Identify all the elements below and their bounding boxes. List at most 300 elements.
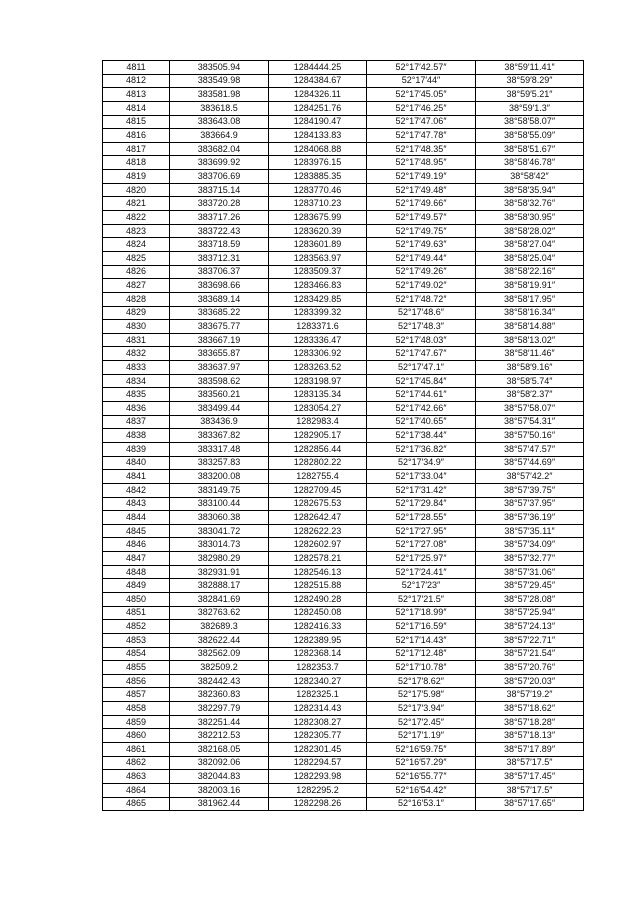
table-row xyxy=(103,101,584,115)
y-coordinate-cell: 1282515.88 xyxy=(269,579,367,593)
table-row xyxy=(103,183,584,197)
y-coordinate-cell: 1283135.34 xyxy=(269,388,367,402)
latitude-cell: 52°17′38.44″ xyxy=(367,429,476,443)
table-row xyxy=(103,265,584,279)
latitude-cell: 52°17′34.9″ xyxy=(367,456,476,470)
table-row xyxy=(103,306,584,320)
x-coordinate-cell: 383699.92 xyxy=(170,156,269,170)
latitude-cell: 52°17′23″ xyxy=(367,579,476,593)
y-coordinate-cell: 1282578.21 xyxy=(269,552,367,566)
point-number-cell: 4827 xyxy=(103,279,170,293)
point-number-cell: 4842 xyxy=(103,483,170,497)
y-coordinate-cell: 1282389.95 xyxy=(269,633,367,647)
table-row xyxy=(103,688,584,702)
y-coordinate-cell: 1283710.23 xyxy=(269,197,367,211)
table-row xyxy=(103,565,584,579)
x-coordinate-cell: 383436.9 xyxy=(170,415,269,429)
latitude-cell: 52°16′59.75″ xyxy=(367,743,476,757)
longitude-cell: 38°57′39.75″ xyxy=(476,483,584,497)
y-coordinate-cell: 1282340.27 xyxy=(269,674,367,688)
longitude-cell: 38°58′17.95″ xyxy=(476,292,584,306)
y-coordinate-cell: 1282802.22 xyxy=(269,456,367,470)
table-row xyxy=(103,388,584,402)
x-coordinate-cell: 382562.09 xyxy=(170,647,269,661)
longitude-cell: 38°57′36.19″ xyxy=(476,511,584,525)
longitude-cell: 38°58′30.95″ xyxy=(476,211,584,225)
longitude-cell: 38°58′25.04″ xyxy=(476,251,584,265)
point-number-cell: 4833 xyxy=(103,361,170,375)
x-coordinate-cell: 381962.44 xyxy=(170,797,269,811)
table-row xyxy=(103,538,584,552)
latitude-cell: 52°17′45.05″ xyxy=(367,88,476,102)
table-row xyxy=(103,415,584,429)
latitude-cell: 52°17′24.41″ xyxy=(367,565,476,579)
table-row xyxy=(103,552,584,566)
x-coordinate-cell: 383643.08 xyxy=(170,115,269,129)
longitude-cell: 38°57′19.2″ xyxy=(476,688,584,702)
y-coordinate-cell: 1283770.46 xyxy=(269,183,367,197)
latitude-cell: 52°16′54.42″ xyxy=(367,783,476,797)
x-coordinate-cell: 382442.43 xyxy=(170,674,269,688)
point-number-cell: 4841 xyxy=(103,470,170,484)
longitude-cell: 38°59′1.3″ xyxy=(476,101,584,115)
table-row xyxy=(103,61,584,75)
latitude-cell: 52°17′29.84″ xyxy=(367,497,476,511)
longitude-cell: 38°57′17.65″ xyxy=(476,797,584,811)
latitude-cell: 52°17′49.44″ xyxy=(367,251,476,265)
point-number-cell: 4854 xyxy=(103,647,170,661)
x-coordinate-cell: 382003.16 xyxy=(170,783,269,797)
table-row xyxy=(103,470,584,484)
point-number-cell: 4847 xyxy=(103,552,170,566)
x-coordinate-cell: 382763.62 xyxy=(170,606,269,620)
point-number-cell: 4818 xyxy=(103,156,170,170)
table-row xyxy=(103,770,584,784)
point-number-cell: 4831 xyxy=(103,333,170,347)
y-coordinate-cell: 1282642.47 xyxy=(269,511,367,525)
x-coordinate-cell: 382212.53 xyxy=(170,729,269,743)
table-row xyxy=(103,361,584,375)
y-coordinate-cell: 1282308.27 xyxy=(269,715,367,729)
point-number-cell: 4863 xyxy=(103,770,170,784)
x-coordinate-cell: 382980.29 xyxy=(170,552,269,566)
longitude-cell: 38°57′17.5″ xyxy=(476,756,584,770)
x-coordinate-cell: 383257.83 xyxy=(170,456,269,470)
longitude-cell: 38°57′17.5″ xyxy=(476,783,584,797)
longitude-cell: 38°57′18.13″ xyxy=(476,729,584,743)
table-row xyxy=(103,320,584,334)
longitude-cell: 38°58′28.02″ xyxy=(476,224,584,238)
table-row xyxy=(103,579,584,593)
point-number-cell: 4814 xyxy=(103,101,170,115)
table-row xyxy=(103,715,584,729)
latitude-cell: 52°17′31.42″ xyxy=(367,483,476,497)
x-coordinate-cell: 383698.66 xyxy=(170,279,269,293)
point-number-cell: 4861 xyxy=(103,743,170,757)
point-number-cell: 4837 xyxy=(103,415,170,429)
longitude-cell: 38°58′58.07″ xyxy=(476,115,584,129)
latitude-cell: 52°17′1.19″ xyxy=(367,729,476,743)
point-number-cell: 4817 xyxy=(103,142,170,156)
x-coordinate-cell: 383720.28 xyxy=(170,197,269,211)
y-coordinate-cell: 1282905.17 xyxy=(269,429,367,443)
table-row xyxy=(103,374,584,388)
y-coordinate-cell: 1283371.6 xyxy=(269,320,367,334)
x-coordinate-cell: 383598.62 xyxy=(170,374,269,388)
longitude-cell: 38°57′29.45″ xyxy=(476,579,584,593)
x-coordinate-cell: 383712.31 xyxy=(170,251,269,265)
latitude-cell: 52°16′55.77″ xyxy=(367,770,476,784)
x-coordinate-cell: 383041.72 xyxy=(170,524,269,538)
y-coordinate-cell: 1283466.83 xyxy=(269,279,367,293)
point-number-cell: 4852 xyxy=(103,620,170,634)
latitude-cell: 52°17′49.75″ xyxy=(367,224,476,238)
x-coordinate-cell: 383685.22 xyxy=(170,306,269,320)
table-row xyxy=(103,511,584,525)
y-coordinate-cell: 1282709.45 xyxy=(269,483,367,497)
x-coordinate-cell: 383682.04 xyxy=(170,142,269,156)
x-coordinate-cell: 383637.97 xyxy=(170,361,269,375)
latitude-cell: 52°17′49.66″ xyxy=(367,197,476,211)
longitude-cell: 38°57′17.89″ xyxy=(476,743,584,757)
latitude-cell: 52°17′28.55″ xyxy=(367,511,476,525)
longitude-cell: 38°57′54.31″ xyxy=(476,415,584,429)
y-coordinate-cell: 1284068.88 xyxy=(269,142,367,156)
point-number-cell: 4848 xyxy=(103,565,170,579)
table-row xyxy=(103,647,584,661)
point-number-cell: 4829 xyxy=(103,306,170,320)
point-number-cell: 4839 xyxy=(103,442,170,456)
longitude-cell: 38°58′13.02″ xyxy=(476,333,584,347)
y-coordinate-cell: 1284326.11 xyxy=(269,88,367,102)
x-coordinate-cell: 383014.73 xyxy=(170,538,269,552)
latitude-cell: 52°17′47.78″ xyxy=(367,129,476,143)
longitude-cell: 38°58′46.78″ xyxy=(476,156,584,170)
y-coordinate-cell: 1282301.45 xyxy=(269,743,367,757)
y-coordinate-cell: 1282450.08 xyxy=(269,606,367,620)
x-coordinate-cell: 382841.69 xyxy=(170,592,269,606)
latitude-cell: 52°17′48.72″ xyxy=(367,292,476,306)
point-number-cell: 4858 xyxy=(103,702,170,716)
x-coordinate-cell: 383675.77 xyxy=(170,320,269,334)
y-coordinate-cell: 1283399.32 xyxy=(269,306,367,320)
table-row xyxy=(103,729,584,743)
longitude-cell: 38°57′58.07″ xyxy=(476,402,584,416)
x-coordinate-cell: 382092.06 xyxy=(170,756,269,770)
point-number-cell: 4850 xyxy=(103,592,170,606)
latitude-cell: 52°17′48.3″ xyxy=(367,320,476,334)
point-number-cell: 4822 xyxy=(103,211,170,225)
longitude-cell: 38°58′2.37″ xyxy=(476,388,584,402)
table-row xyxy=(103,633,584,647)
x-coordinate-cell: 383581.98 xyxy=(170,88,269,102)
x-coordinate-cell: 383722.43 xyxy=(170,224,269,238)
longitude-cell: 38°57′18.28″ xyxy=(476,715,584,729)
longitude-cell: 38°58′19.91″ xyxy=(476,279,584,293)
y-coordinate-cell: 1283601.89 xyxy=(269,238,367,252)
y-coordinate-cell: 1283620.39 xyxy=(269,224,367,238)
latitude-cell: 52°17′5.98″ xyxy=(367,688,476,702)
point-number-cell: 4813 xyxy=(103,88,170,102)
y-coordinate-cell: 1282305.77 xyxy=(269,729,367,743)
longitude-cell: 38°57′47.57″ xyxy=(476,442,584,456)
x-coordinate-cell: 383560.21 xyxy=(170,388,269,402)
table-row xyxy=(103,756,584,770)
point-number-cell: 4815 xyxy=(103,115,170,129)
x-coordinate-cell: 383667.19 xyxy=(170,333,269,347)
table-row xyxy=(103,606,584,620)
longitude-cell: 38°58′55.09″ xyxy=(476,129,584,143)
longitude-cell: 38°59′11.41″ xyxy=(476,61,584,75)
point-number-cell: 4862 xyxy=(103,756,170,770)
point-number-cell: 4834 xyxy=(103,374,170,388)
y-coordinate-cell: 1282675.53 xyxy=(269,497,367,511)
x-coordinate-cell: 383655.87 xyxy=(170,347,269,361)
x-coordinate-cell: 382888.17 xyxy=(170,579,269,593)
longitude-cell: 38°57′44.69″ xyxy=(476,456,584,470)
y-coordinate-cell: 1282416.33 xyxy=(269,620,367,634)
point-number-cell: 4835 xyxy=(103,388,170,402)
latitude-cell: 52°17′44″ xyxy=(367,74,476,88)
table-row xyxy=(103,429,584,443)
x-coordinate-cell: 382622.44 xyxy=(170,633,269,647)
latitude-cell: 52°17′49.02″ xyxy=(367,279,476,293)
latitude-cell: 52°17′49.48″ xyxy=(367,183,476,197)
point-number-cell: 4844 xyxy=(103,511,170,525)
point-number-cell: 4828 xyxy=(103,292,170,306)
y-coordinate-cell: 1282295.2 xyxy=(269,783,367,797)
latitude-cell: 52°17′25.97″ xyxy=(367,552,476,566)
point-number-cell: 4865 xyxy=(103,797,170,811)
longitude-cell: 38°59′5.21″ xyxy=(476,88,584,102)
point-number-cell: 4840 xyxy=(103,456,170,470)
table-row xyxy=(103,115,584,129)
latitude-cell: 52°17′18.99″ xyxy=(367,606,476,620)
point-number-cell: 4824 xyxy=(103,238,170,252)
y-coordinate-cell: 1284444.25 xyxy=(269,61,367,75)
longitude-cell: 38°57′20.03″ xyxy=(476,674,584,688)
longitude-cell: 38°57′20.76″ xyxy=(476,661,584,675)
point-number-cell: 4821 xyxy=(103,197,170,211)
longitude-cell: 38°58′14.88″ xyxy=(476,320,584,334)
table-row xyxy=(103,211,584,225)
point-number-cell: 4830 xyxy=(103,320,170,334)
x-coordinate-cell: 383317.48 xyxy=(170,442,269,456)
y-coordinate-cell: 1283263.52 xyxy=(269,361,367,375)
latitude-cell: 52°17′3.94″ xyxy=(367,702,476,716)
table-row xyxy=(103,333,584,347)
y-coordinate-cell: 1282602.97 xyxy=(269,538,367,552)
x-coordinate-cell: 383664.9 xyxy=(170,129,269,143)
y-coordinate-cell: 1284384.67 xyxy=(269,74,367,88)
latitude-cell: 52°17′45.84″ xyxy=(367,374,476,388)
x-coordinate-cell: 383499.44 xyxy=(170,402,269,416)
longitude-cell: 38°57′24.13″ xyxy=(476,620,584,634)
x-coordinate-cell: 383706.37 xyxy=(170,265,269,279)
y-coordinate-cell: 1284251.76 xyxy=(269,101,367,115)
table-row xyxy=(103,197,584,211)
latitude-cell: 52°17′10.78″ xyxy=(367,661,476,675)
latitude-cell: 52°17′27.08″ xyxy=(367,538,476,552)
y-coordinate-cell: 1282856.44 xyxy=(269,442,367,456)
latitude-cell: 52°17′49.19″ xyxy=(367,170,476,184)
latitude-cell: 52°16′57.29″ xyxy=(367,756,476,770)
y-coordinate-cell: 1282293.98 xyxy=(269,770,367,784)
table-row xyxy=(103,279,584,293)
point-number-cell: 4857 xyxy=(103,688,170,702)
y-coordinate-cell: 1282314.43 xyxy=(269,702,367,716)
latitude-cell: 52°17′12.48″ xyxy=(367,647,476,661)
longitude-cell: 38°57′42.2″ xyxy=(476,470,584,484)
latitude-cell: 52°17′48.6″ xyxy=(367,306,476,320)
longitude-cell: 38°57′35.11″ xyxy=(476,524,584,538)
longitude-cell: 38°58′5.74″ xyxy=(476,374,584,388)
x-coordinate-cell: 383689.14 xyxy=(170,292,269,306)
point-number-cell: 4864 xyxy=(103,783,170,797)
y-coordinate-cell: 1282325.1 xyxy=(269,688,367,702)
table-row xyxy=(103,783,584,797)
table-row xyxy=(103,592,584,606)
y-coordinate-cell: 1283336.47 xyxy=(269,333,367,347)
table-row xyxy=(103,251,584,265)
point-number-cell: 4849 xyxy=(103,579,170,593)
y-coordinate-cell: 1282490.28 xyxy=(269,592,367,606)
y-coordinate-cell: 1282298.26 xyxy=(269,797,367,811)
table-row xyxy=(103,156,584,170)
x-coordinate-cell: 383618.5 xyxy=(170,101,269,115)
point-number-cell: 4856 xyxy=(103,674,170,688)
longitude-cell: 38°57′34.09″ xyxy=(476,538,584,552)
latitude-cell: 52°17′33.04″ xyxy=(367,470,476,484)
point-number-cell: 4860 xyxy=(103,729,170,743)
y-coordinate-cell: 1283563.97 xyxy=(269,251,367,265)
table-row xyxy=(103,620,584,634)
table-row xyxy=(103,797,584,811)
latitude-cell: 52°17′48.35″ xyxy=(367,142,476,156)
table-row xyxy=(103,224,584,238)
point-number-cell: 4819 xyxy=(103,170,170,184)
x-coordinate-cell: 383549.98 xyxy=(170,74,269,88)
table-row xyxy=(103,170,584,184)
longitude-cell: 38°57′18.62″ xyxy=(476,702,584,716)
longitude-cell: 38°58′9.16″ xyxy=(476,361,584,375)
y-coordinate-cell: 1283509.37 xyxy=(269,265,367,279)
latitude-cell: 52°17′48.03″ xyxy=(367,333,476,347)
y-coordinate-cell: 1283885.35 xyxy=(269,170,367,184)
latitude-cell: 52°17′46.25″ xyxy=(367,101,476,115)
x-coordinate-cell: 383706.69 xyxy=(170,170,269,184)
longitude-cell: 38°57′31.06″ xyxy=(476,565,584,579)
longitude-cell: 38°58′35.94″ xyxy=(476,183,584,197)
y-coordinate-cell: 1283054.27 xyxy=(269,402,367,416)
point-number-cell: 4855 xyxy=(103,661,170,675)
table-row xyxy=(103,702,584,716)
longitude-cell: 38°57′50.16″ xyxy=(476,429,584,443)
longitude-cell: 38°57′22.71″ xyxy=(476,633,584,647)
point-number-cell: 4825 xyxy=(103,251,170,265)
point-number-cell: 4816 xyxy=(103,129,170,143)
latitude-cell: 52°16′53.1″ xyxy=(367,797,476,811)
latitude-cell: 52°17′42.57″ xyxy=(367,61,476,75)
table-row xyxy=(103,74,584,88)
point-number-cell: 4851 xyxy=(103,606,170,620)
table-row xyxy=(103,292,584,306)
x-coordinate-cell: 382168.05 xyxy=(170,743,269,757)
coordinate-table-body xyxy=(103,61,584,811)
y-coordinate-cell: 1282294.57 xyxy=(269,756,367,770)
table-row xyxy=(103,674,584,688)
table-row xyxy=(103,743,584,757)
longitude-cell: 38°58′16.34″ xyxy=(476,306,584,320)
x-coordinate-cell: 383717.26 xyxy=(170,211,269,225)
table-row xyxy=(103,661,584,675)
latitude-cell: 52°17′47.67″ xyxy=(367,347,476,361)
latitude-cell: 52°17′42.66″ xyxy=(367,402,476,416)
longitude-cell: 38°58′51.67″ xyxy=(476,142,584,156)
table-row xyxy=(103,442,584,456)
y-coordinate-cell: 1282983.4 xyxy=(269,415,367,429)
longitude-cell: 38°57′32.77″ xyxy=(476,552,584,566)
longitude-cell: 38°58′42″ xyxy=(476,170,584,184)
longitude-cell: 38°57′17.45″ xyxy=(476,770,584,784)
y-coordinate-cell: 1283675.99 xyxy=(269,211,367,225)
latitude-cell: 52°17′14.43″ xyxy=(367,633,476,647)
longitude-cell: 38°57′28.08″ xyxy=(476,592,584,606)
point-number-cell: 4826 xyxy=(103,265,170,279)
x-coordinate-cell: 383505.94 xyxy=(170,61,269,75)
point-number-cell: 4823 xyxy=(103,224,170,238)
table-row xyxy=(103,238,584,252)
latitude-cell: 52°17′49.26″ xyxy=(367,265,476,279)
point-number-cell: 4853 xyxy=(103,633,170,647)
point-number-cell: 4811 xyxy=(103,61,170,75)
table-row xyxy=(103,142,584,156)
longitude-cell: 38°58′27.04″ xyxy=(476,238,584,252)
x-coordinate-cell: 383715.14 xyxy=(170,183,269,197)
table-row xyxy=(103,129,584,143)
y-coordinate-cell: 1282368.14 xyxy=(269,647,367,661)
x-coordinate-cell: 383100.44 xyxy=(170,497,269,511)
x-coordinate-cell: 383367.82 xyxy=(170,429,269,443)
point-number-cell: 4845 xyxy=(103,524,170,538)
latitude-cell: 52°17′47.1″ xyxy=(367,361,476,375)
x-coordinate-cell: 382297.79 xyxy=(170,702,269,716)
x-coordinate-cell: 382931.91 xyxy=(170,565,269,579)
table-row xyxy=(103,88,584,102)
x-coordinate-cell: 382044.83 xyxy=(170,770,269,784)
point-number-cell: 4838 xyxy=(103,429,170,443)
latitude-cell: 52°17′21.5″ xyxy=(367,592,476,606)
y-coordinate-cell: 1283429.85 xyxy=(269,292,367,306)
x-coordinate-cell: 382509.2 xyxy=(170,661,269,675)
table-row xyxy=(103,347,584,361)
table-row xyxy=(103,456,584,470)
latitude-cell: 52°17′16.59″ xyxy=(367,620,476,634)
latitude-cell: 52°17′49.57″ xyxy=(367,211,476,225)
table-row xyxy=(103,402,584,416)
x-coordinate-cell: 383149.75 xyxy=(170,483,269,497)
y-coordinate-cell: 1282353.7 xyxy=(269,661,367,675)
latitude-cell: 52°17′47.06″ xyxy=(367,115,476,129)
longitude-cell: 38°57′25.94″ xyxy=(476,606,584,620)
point-number-cell: 4859 xyxy=(103,715,170,729)
y-coordinate-cell: 1284190.47 xyxy=(269,115,367,129)
x-coordinate-cell: 383718.59 xyxy=(170,238,269,252)
y-coordinate-cell: 1282755.4 xyxy=(269,470,367,484)
point-number-cell: 4843 xyxy=(103,497,170,511)
latitude-cell: 52°17′40.65″ xyxy=(367,415,476,429)
y-coordinate-cell: 1283198.97 xyxy=(269,374,367,388)
